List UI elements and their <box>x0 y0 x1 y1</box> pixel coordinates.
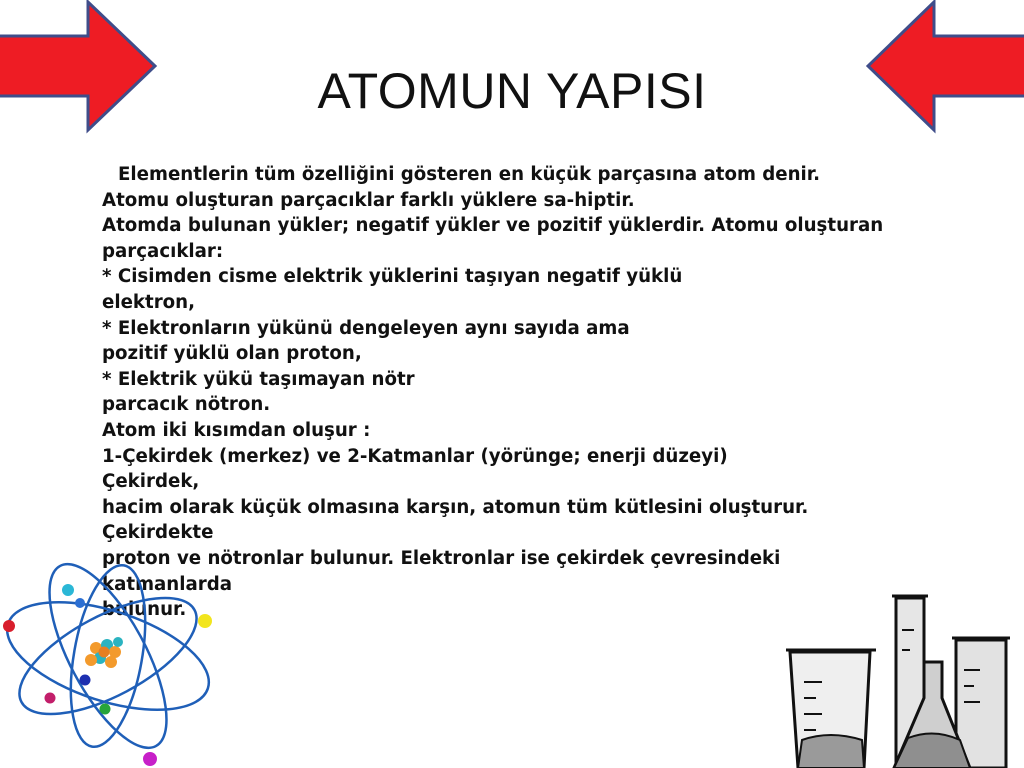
body-line: bulunur. <box>102 599 187 621</box>
body-line: * Elektronların yükünü dengeleyen aynı sayıda ama <box>102 317 630 339</box>
lab-glassware-icon <box>784 590 1024 768</box>
body-line: Çekirdek, <box>102 471 200 493</box>
body-line: parçacıklar: <box>102 240 224 262</box>
body-line: Elementlerin tüm özelliğini gösteren en küçük parçasına atom denir. <box>118 164 821 185</box>
atom-icon <box>0 548 230 768</box>
body-line: Atom iki kısımdan oluşur : <box>102 419 371 441</box>
body-line: hacim olarak küçük olmasına karşın, atomun tüm kütlesini oluşturur. <box>102 496 809 518</box>
slide-title: ATOMUN YAPISI <box>317 63 707 119</box>
body-line: pozitif yüklü olan proton, <box>102 343 362 365</box>
body-line: Atomu oluşturan parçacıklar farklı yüklere sa-hiptir. <box>102 189 635 211</box>
body-line: katmanlarda <box>102 573 233 595</box>
body-line: * Elektrik yükü taşımayan nötr <box>102 368 415 390</box>
body-line: Çekirdekte <box>102 522 214 544</box>
body-line: 1-Çekirdek (merkez) ve 2-Katmanlar (yörünge; enerji düzeyi) <box>102 445 728 467</box>
body-line: elektron, <box>102 291 196 313</box>
body-line: parcacık nötron. <box>102 394 271 416</box>
body-line: * Cisimden cisme elektrik yüklerini taşıyan negatif yüklü <box>102 266 683 288</box>
slide-body <box>102 162 982 623</box>
body-line: proton ve nötronlar bulunur. Elektronlar ise çekirdek çevresindeki <box>102 547 781 569</box>
body-line: Atomda bulunan yükler; negatif yükler ve pozitif yüklerdir. Atomu oluşturan <box>102 215 884 237</box>
